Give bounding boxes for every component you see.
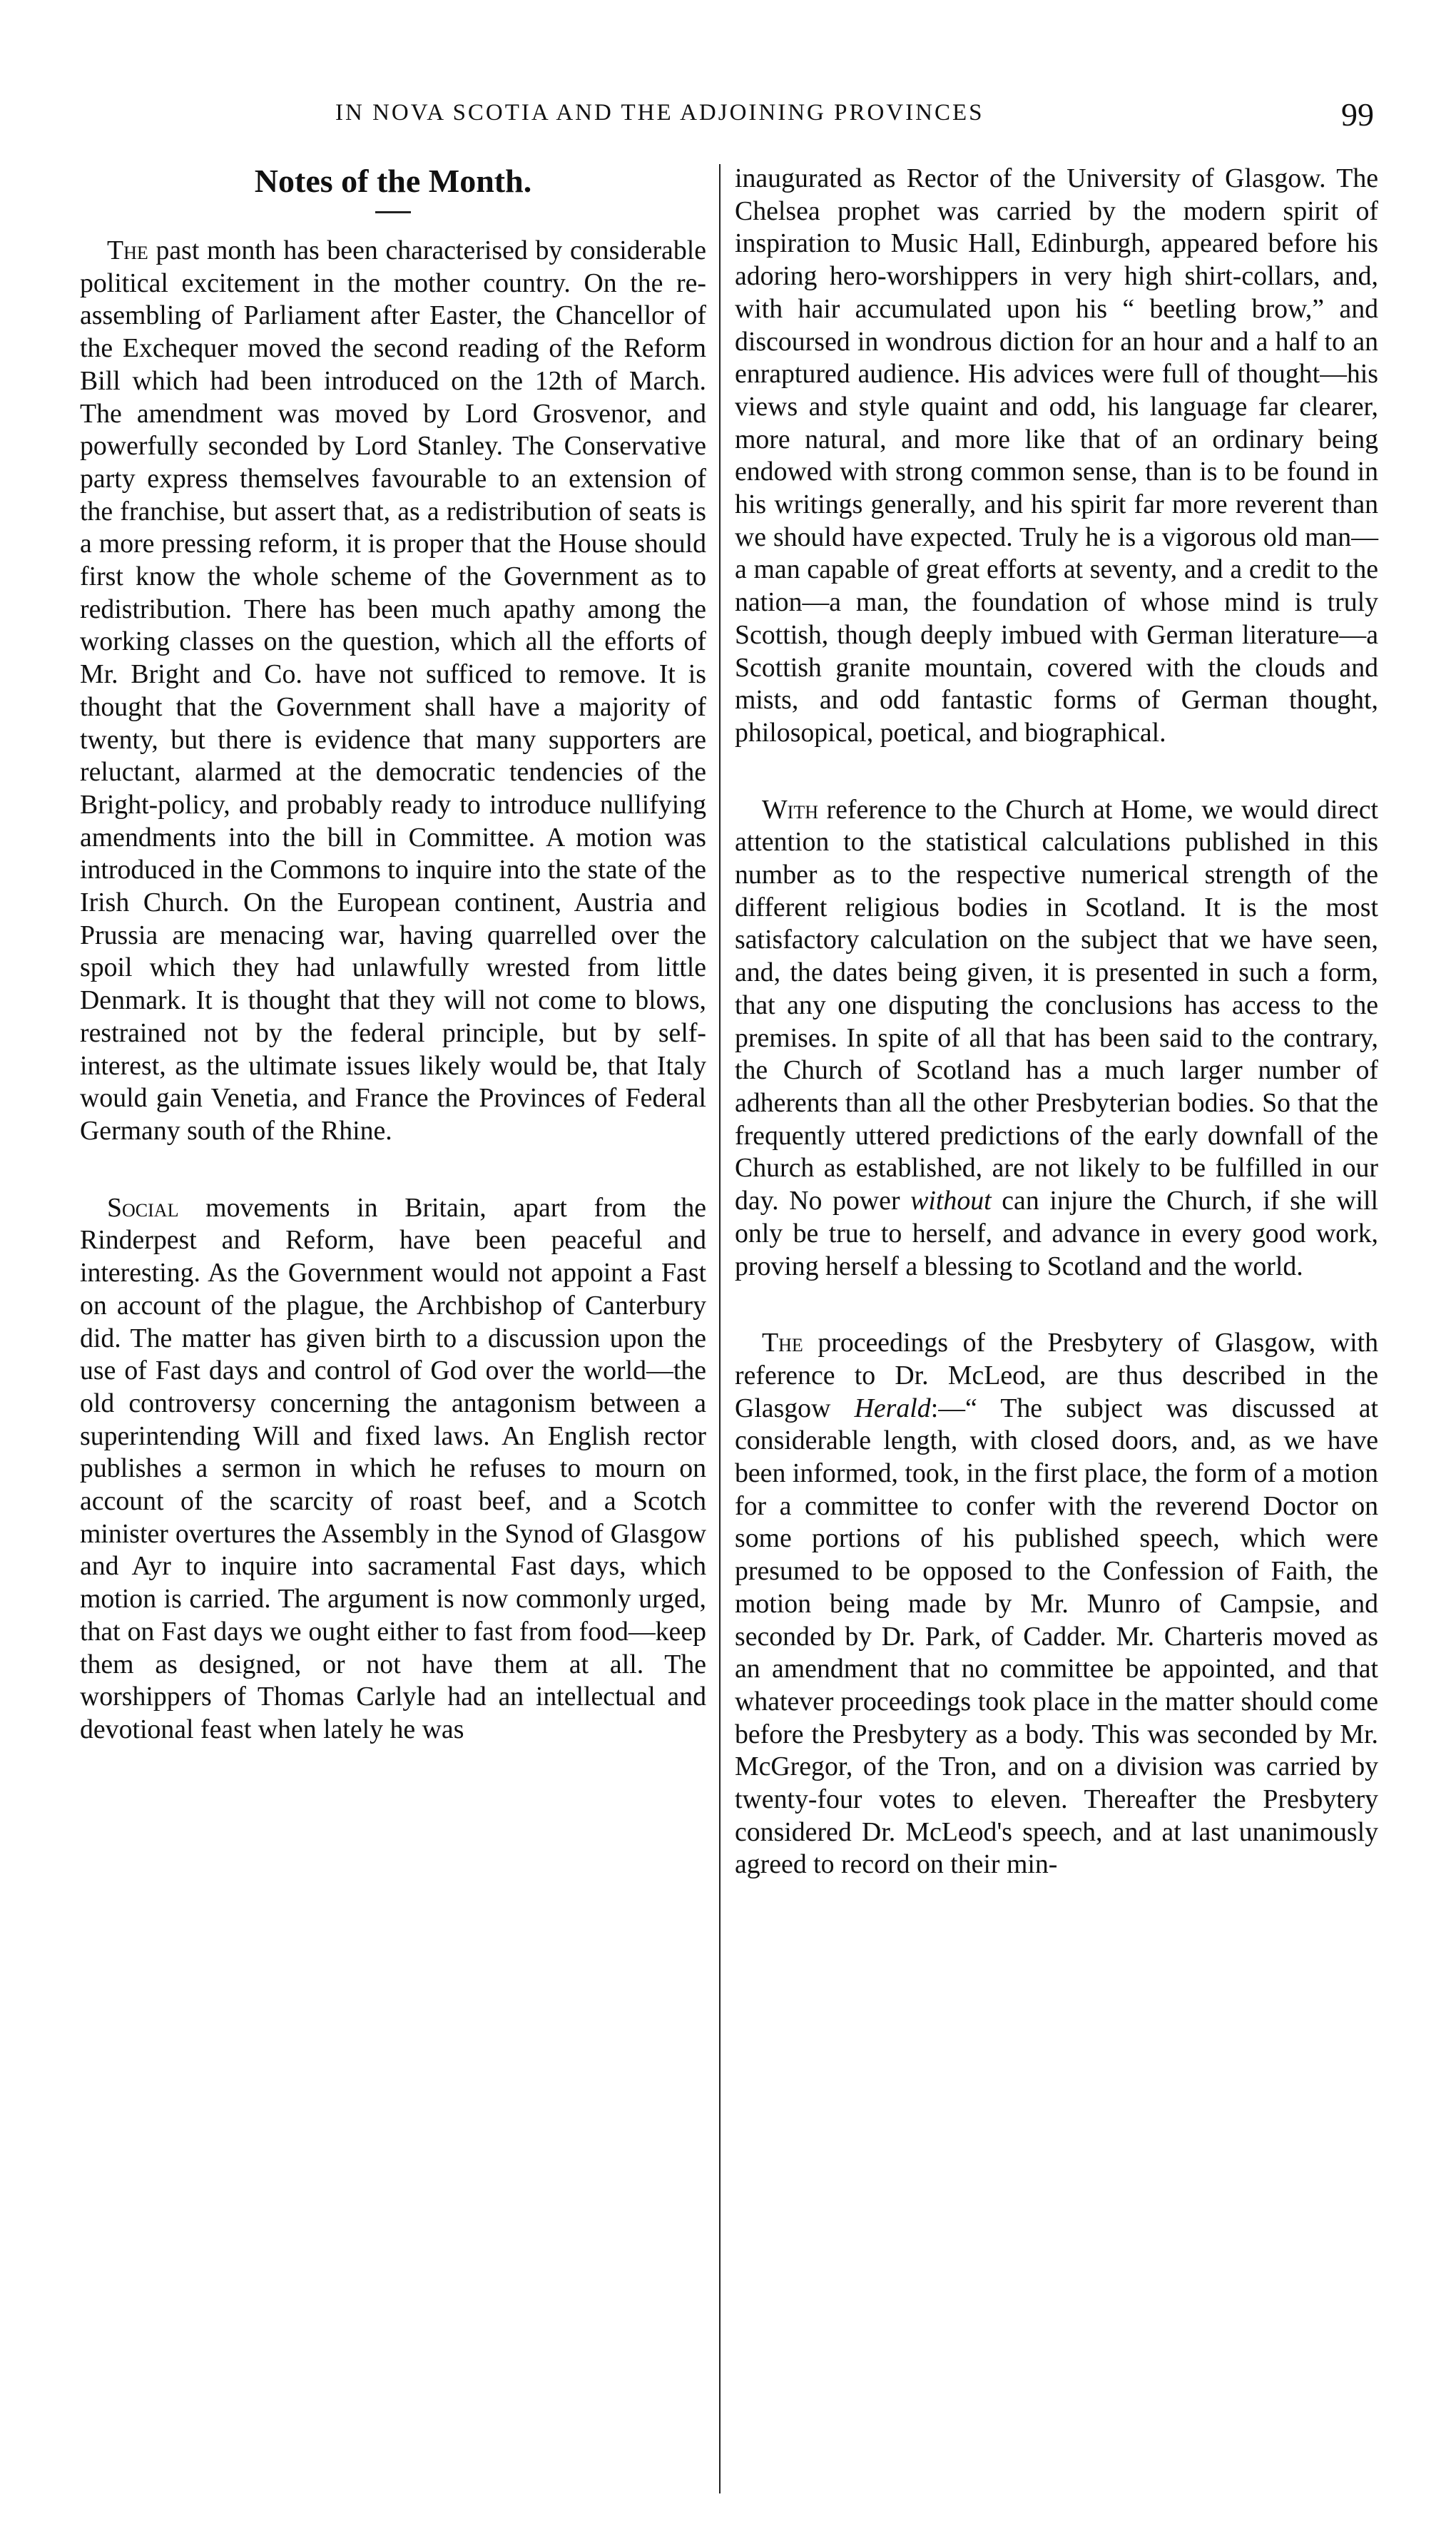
paragraph-political-news — [80, 235, 706, 1148]
left-column — [80, 163, 706, 1746]
heading-dash — [375, 211, 411, 213]
paragraph-lead-word: Social — [107, 1192, 179, 1223]
paragraph-presbytery-glasgow — [735, 1327, 1378, 1881]
paragraph-text: reference to the Church at Home, we would direct attention to the statistical calculations published in this number as to the respective numerical strength of the different religious bodies in Scotland. It is the most satisfactory calculation on the subject that we have seen, and, the dates being given, it is presented in such a form, that any one disputing the conclusions has access to the premises. In spite of all that has been said to the contrary, the Church of Scotland has a much larger number of adherents than all the other Presbyterian bodies. So that the frequently uttered predictions of the early downfall of the Church as established, are not likely to be fulfilled in our day. No power — [735, 794, 1378, 1216]
emphasis-word: Herald — [854, 1393, 931, 1423]
page-number: 99 — [1341, 96, 1374, 133]
paragraph-text: inaugurated as Rector of the University of Glasgow. The Chelsea prophet was carried by the modern spirit of inspiration to Music Hall, Edinburgh, appeared before his adoring hero-worshippers in very high shirt-collars, and, with hair accumulated upon his “ beetling brow,” and discoursed in wondrous diction for an hour and a half to an enraptured audience. His advices were full of thought—his views and style quaint and odd, his language far clearer, more natural, and more like that of an ordinary being endowed with strong common sense, than is to be found in his writings generally, and his spirit far more reverent than we should have expected. Truly he is a vigorous old man—a man capable of great efforts at seventy, and a credit to the nation—a man, the foundation of whose mind is truly Scottish, though deeply imbued with German literature—a Scottish granite mountain, covered with the clouds and mists, and odd fantastic forms of German thought, philosopical, poetical, and biographical. — [735, 163, 1378, 748]
running-title: IN NOVA SCOTIA AND THE ADJOINING PROVINCES — [335, 100, 984, 126]
emphasis-word: without — [910, 1186, 992, 1216]
paragraph-text: proceedings of the Presbytery of Glasgow, with reference to Dr. McLeod, are thus described in the Glasgow — [735, 1328, 1378, 1423]
column-divider — [719, 164, 721, 2493]
paragraph-text-tail: :—“ The subject was discussed at considerable length, with closed doors, and, as we have been informed, took, in the first place, the form of a motion for a committee to confer with the reverend Doctor on some portions of his published speech, which were presumed to be opposed to the Confession of Faith, the motion being made by Mr. Munro of Campsie, and seconded by Dr. Park, of Cadder. Mr. Charteris moved as an amendment that no committee be appointed, and that whatever proceedings took place in the matter should come before the Presbytery as a body. This was seconded by Mr. McGregor, of the Tron, and on a division was carried by twenty-four votes to eleven. Thereafter the Presbytery considered Dr. McLeod's speech, and at last unanimously agreed to record on their min- — [735, 1393, 1378, 1880]
paragraph-text: past month has been characterised by considerable political excitement in the mother country. On the re-assembling of Parliament after Easter, the Chancellor of the Exchequer moved the second reading of the Reform Bill which had been introduced on the 12th of March. The amendment was moved by Lord Grosvenor, and powerfully seconded by Lord Stanley. The Conservative party express themselves favourable to an extension of the franchise, but assert that, as a redistribution of seats is a more pressing reform, it is proper that the House should first know the whole scheme of the Government as to redistribution. There has been much apathy among the working classes on the question, which all the efforts of Mr. Bright and Co. have not sufficed to remove. It is thought that the Government shall have a majority of twenty, but there is evidence that many supporters are reluctant, alarmed at the democratic tendencies of the Bright-policy, and probably ready to introduce nullifying amendments into the bill in Committee. A motion was introduced in the Commons to inquire into the state of the Irish Church. On the European continent, Austria and Prussia are menacing war, having quarrelled over the spoil which they had unlawfully wrested from little Denmark. It is thought that they will not come to blows, restrained not by the federal principle, but by self-interest, as the ultimate issues likely would be, that Italy would gain Venetia, and France the Provinces of Federal Germany south of the Rhine. — [80, 235, 706, 1146]
paragraph-text-tail: can injure the Church, if she will only be true to herself, and advance in every good work, proving herself a blessing to Scotland and the world. — [735, 1186, 1379, 1281]
paragraph-gap — [735, 1283, 1378, 1327]
paragraph-social-movements — [80, 1192, 706, 1746]
paragraph-gap — [80, 1148, 706, 1192]
paragraph-lead-word: The — [107, 235, 148, 265]
paragraph-church-at-home — [735, 794, 1378, 1283]
paragraph-lead-word: The — [762, 1328, 803, 1358]
paragraph-carlyle-continued — [735, 163, 1378, 750]
section-heading: Notes of the Month. — [254, 163, 532, 199]
paragraph-gap — [735, 750, 1378, 794]
paragraph-text: movements in Britain, apart from the Rinderpest and Reform, have been peaceful and interesting. As the Government would not appoint a Fast on account of the plague, the Archbishop of Canterbury did. The matter has given birth to a discussion upon the use of Fast days and control of God over the world—the old controversy concerning the antagonism between a superintending Will and fixed laws. An English rector publishes a sermon in which he refuses to mourn on account of the scarcity of roast beef, and a Scotch minister overtures the Assembly in the Synod of Glasgow and Ayr to inquire into sacramental Fast days, which motion is carried. The argument is now commonly urged, that on Fast days we ought either to fast from food—keep them as designed, or not have them at all. The worshippers of Thomas Carlyle had an intellectual and devotional feast when lately he was — [80, 1192, 706, 1744]
right-column — [735, 163, 1378, 1881]
paragraph-lead-word: With — [762, 794, 818, 825]
running-head — [0, 96, 1456, 143]
